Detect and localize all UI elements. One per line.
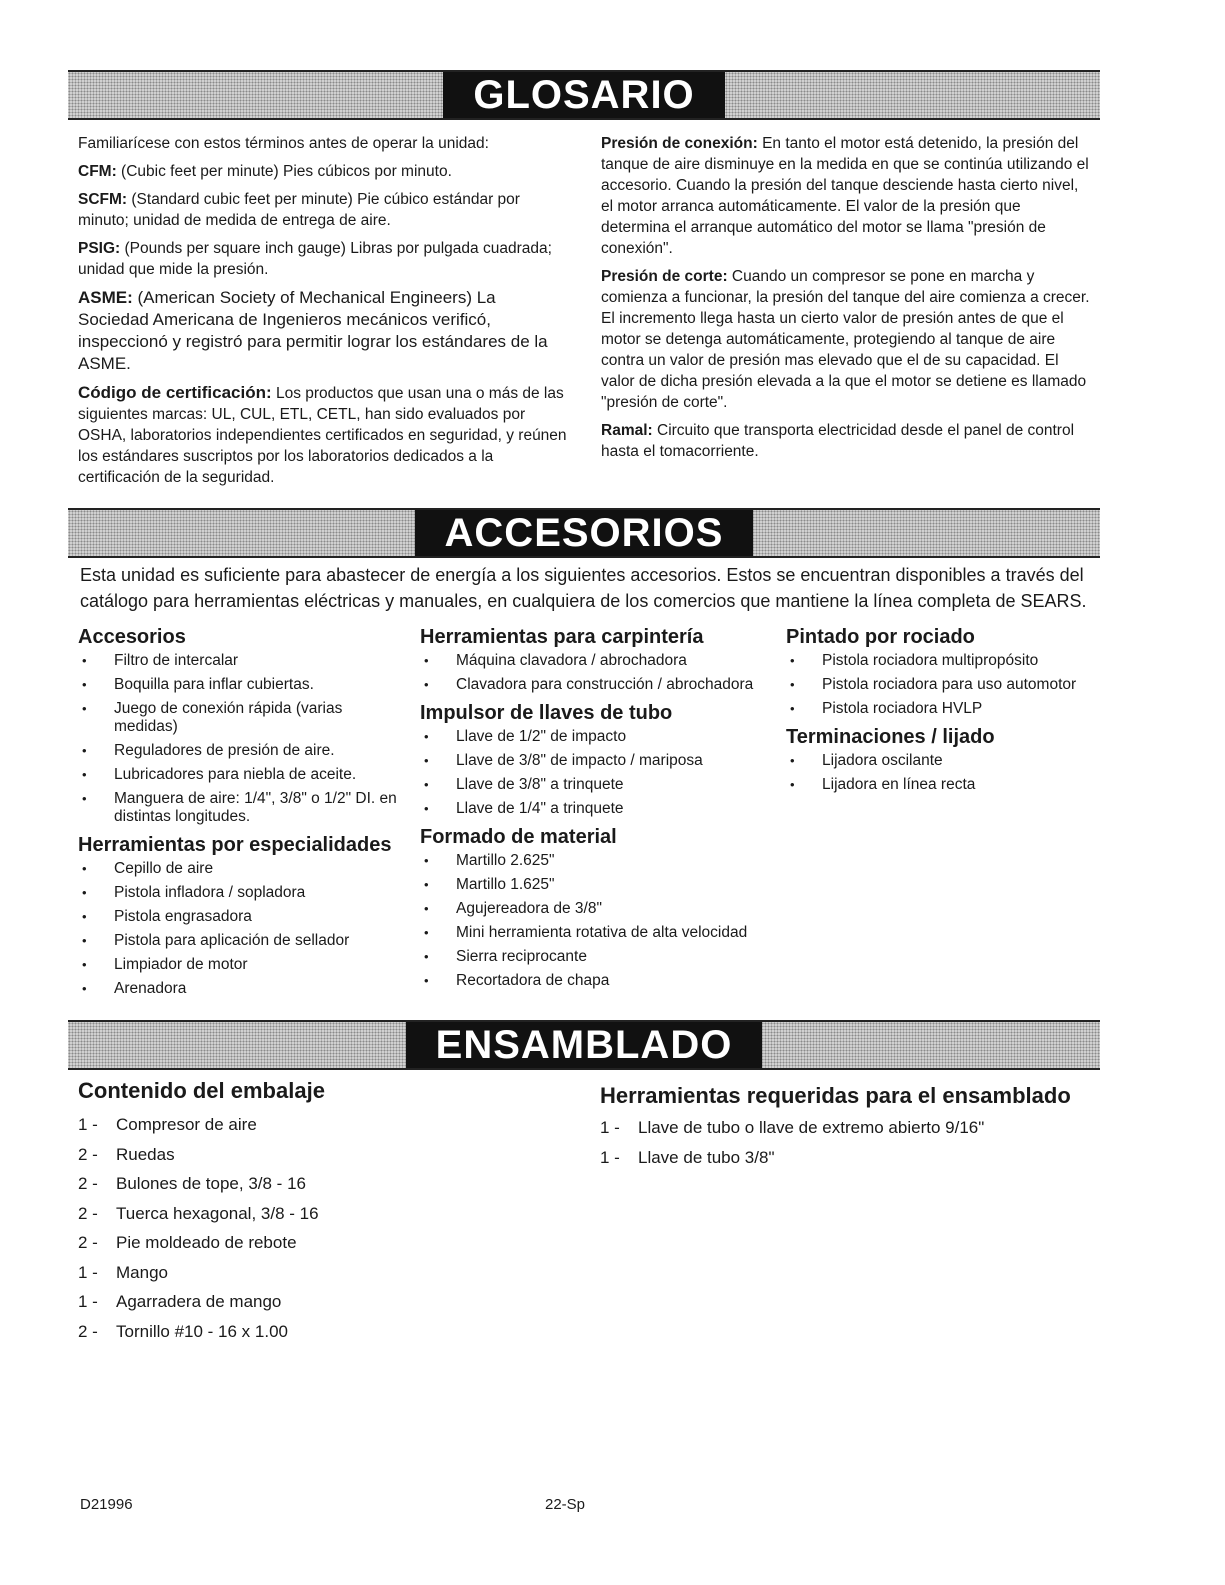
page-number: 22-Sp xyxy=(545,1496,586,1513)
list-item: • Boquilla para inflar cubiertas. xyxy=(78,676,408,694)
list-item: • Reguladores de presión de aire. xyxy=(78,742,408,760)
item-name: Agarradera de mango xyxy=(116,1292,282,1311)
item-quantity: 1 - xyxy=(78,1115,98,1134)
contenido-list xyxy=(78,1115,319,1351)
accesorios-column-3 xyxy=(786,624,1106,800)
item-quantity: 2 - xyxy=(78,1203,98,1223)
list-item: • Lubricadores para niebla de aceite. xyxy=(78,766,408,784)
list-item: • Clavadora para construcción / abrochadora xyxy=(420,676,780,694)
glossary-entry: ASME: (American Society of Mechanical Engineers) La Sociedad Americana de Ingenieros mecánicos verificó, inspeccionó y registró para permitir lograr los estándares de la ASME. xyxy=(78,288,548,373)
item-quantity: 1 - xyxy=(600,1147,620,1167)
list-item: • Limpiador de motor xyxy=(78,956,408,974)
list-item: • Pistola para aplicación de sellador xyxy=(78,932,408,950)
list-item: • Sierra reciprocante xyxy=(420,948,780,966)
accessory-list xyxy=(78,652,408,826)
list-item: • Manguera de aire: 1/4", 3/8" o 1/2" DI. en distintas longitudes. xyxy=(78,790,408,826)
accessory-list xyxy=(420,852,780,990)
item-quantity: 1 - xyxy=(78,1262,98,1282)
list-item: • Juego de conexión rápida (varias medidas) xyxy=(78,700,408,736)
list-item: • Llave de 3/8" a trinquete xyxy=(420,776,780,794)
glosario-right-column xyxy=(601,133,1093,469)
glosario-banner xyxy=(68,70,1100,120)
list-item xyxy=(600,1118,984,1148)
glosario-title: GLOSARIO xyxy=(443,72,724,118)
glosario-intro: Familiarícese con estos términos antes de operar la unidad: xyxy=(78,135,489,152)
list-item: • Máquina clavadora / abrochadora xyxy=(420,652,780,670)
item-name: Bulones de tope, 3/8 - 16 xyxy=(116,1174,306,1193)
list-item xyxy=(78,1263,319,1293)
accessory-group-heading: Terminaciones / lijado xyxy=(786,726,995,748)
list-item xyxy=(78,1292,319,1322)
list-item: • Lijadora oscilante xyxy=(786,752,1106,770)
list-item xyxy=(78,1174,319,1204)
accesorios-intro: Esta unidad es suficiente para abastecer de energía a los siguientes accesorios. Estos se encuentran disponibles a través del catálogo para herramientas eléctricas y manuales, en cualquiera de los comercios que mantiene la línea completa de SEARS. xyxy=(80,565,1087,611)
glosario-left-column xyxy=(78,133,568,495)
accessory-list xyxy=(786,652,1106,718)
list-item xyxy=(600,1148,984,1178)
accesorios-title: ACCESORIOS xyxy=(415,510,754,556)
herramientas-heading: Herramientas requeridas para el ensamblado xyxy=(600,1083,1071,1108)
list-item: • Cepillo de aire xyxy=(78,860,408,878)
glossary-entry: Presión de corte: Cuando un compresor se pone en marcha y comienza a funcionar, la presión del tanque del aire comienza a crecer. El incremento llega hasta un cierto valor de presión antes de que el motor se detenga automáticamente, protegiendo al tanque de aire contra un valor de presión mas elevado que el de su capacidad. El valor de dicha presión elevada a la que el motor se detiene es llamado "presión de corte". xyxy=(601,268,1090,411)
item-quantity: 2 - xyxy=(78,1233,98,1252)
accessory-list xyxy=(420,652,780,694)
list-item: • Llave de 3/8" de impacto / mariposa xyxy=(420,752,780,770)
list-item: • Mini herramienta rotativa de alta velocidad xyxy=(420,924,780,942)
item-name: Tuerca hexagonal, 3/8 - 16 xyxy=(116,1203,319,1223)
list-item xyxy=(78,1322,319,1352)
item-quantity: 1 - xyxy=(600,1118,620,1137)
glossary-entry: Presión de conexión: En tanto el motor está detenido, la presión del tanque de aire disminuye en la medida en que se continúa utilizando el accesorio. Cuando la presión del tanque desciende hasta cierto nivel, el motor arranca automáticamente. El valor de la presión que determina el arranque automático del motor se llama "presión de conexión". xyxy=(601,135,1089,257)
list-item xyxy=(78,1204,319,1234)
list-item: • Pistola engrasadora xyxy=(78,908,408,926)
glossary-entry: Código de certificación: Los productos que usan una o más de las siguientes marcas: UL, CUL, ETL, CETL, han sido evaluados por OSHA, laboratorios independientes certificados en seguridad, y reúnen los estándares suscriptos por los laboratorios dedicados a la certificación de la seguridad. xyxy=(78,383,567,486)
item-name: Pie moldeado de rebote xyxy=(116,1233,297,1252)
item-name: Tornillo #10 - 16 x 1.00 xyxy=(116,1321,288,1341)
list-item: • Martillo 2.625" xyxy=(420,852,780,870)
list-item xyxy=(78,1233,319,1263)
item-quantity: 2 - xyxy=(78,1174,98,1193)
item-quantity: 2 - xyxy=(78,1321,98,1341)
ensamblado-title: ENSAMBLADO xyxy=(406,1022,763,1068)
glossary-entry: Ramal: Circuito que transporta electricidad desde el panel de control hasta el tomacorriente. xyxy=(601,422,1075,460)
accessory-group-heading: Herramientas por especialidades xyxy=(78,834,392,856)
list-item: • Pistola rociadora para uso automotor xyxy=(786,676,1106,694)
herramientas-list xyxy=(600,1118,984,1177)
glossary-entry: CFM: (Cubic feet per minute) Pies cúbicos por minuto. xyxy=(78,163,452,180)
list-item: • Llave de 1/2" de impacto xyxy=(420,728,780,746)
accesorios-column-2 xyxy=(420,624,780,996)
list-item: • Filtro de intercalar xyxy=(78,652,408,670)
list-item xyxy=(78,1115,319,1145)
document-code: D21996 xyxy=(80,1496,133,1513)
item-name: Llave de tubo o llave de extremo abierto 9/16" xyxy=(638,1118,985,1137)
item-quantity: 2 - xyxy=(78,1144,98,1164)
list-item: • Pistola rociadora multipropósito xyxy=(786,652,1106,670)
list-item: • Recortadora de chapa xyxy=(420,972,780,990)
accessory-group-heading: Impulsor de llaves de tubo xyxy=(420,702,673,724)
item-name: Llave de tubo 3/8" xyxy=(638,1147,775,1167)
list-item: • Pistola rociadora HVLP xyxy=(786,700,1106,718)
item-quantity: 1 - xyxy=(78,1292,98,1311)
list-item: • Agujereadora de 3/8" xyxy=(420,900,780,918)
list-item: • Lijadora en línea recta xyxy=(786,776,1106,794)
accessory-group-heading: Pintado por rociado xyxy=(786,626,975,648)
accesorios-banner xyxy=(68,508,1100,558)
list-item: • Pistola infladora / sopladora xyxy=(78,884,408,902)
item-name: Mango xyxy=(116,1262,168,1282)
accessory-group-heading: Formado de material xyxy=(420,826,617,848)
item-name: Ruedas xyxy=(116,1144,175,1164)
accessory-list xyxy=(78,860,408,998)
list-item xyxy=(78,1145,319,1175)
glossary-entry: PSIG: (Pounds per square inch gauge) Libras por pulgada cuadrada; unidad que mide la presión. xyxy=(78,240,552,278)
ensamblado-banner xyxy=(68,1020,1100,1070)
list-item: • Arenadora xyxy=(78,980,408,998)
list-item: • Llave de 1/4" a trinquete xyxy=(420,800,780,818)
list-item: • Martillo 1.625" xyxy=(420,876,780,894)
item-name: Compresor de aire xyxy=(116,1115,257,1134)
accesorios-column-1 xyxy=(78,624,408,1004)
accessory-list xyxy=(420,728,780,818)
accessory-group-heading: Herramientas para carpintería xyxy=(420,626,704,648)
accessory-group-heading: Accesorios xyxy=(78,626,186,648)
glossary-entry: SCFM: (Standard cubic feet per minute) Pie cúbico estándar por minuto; unidad de medida de entrega de aire. xyxy=(78,191,520,229)
contenido-heading: Contenido del embalaje xyxy=(78,1078,325,1103)
accessory-list xyxy=(786,752,1106,794)
